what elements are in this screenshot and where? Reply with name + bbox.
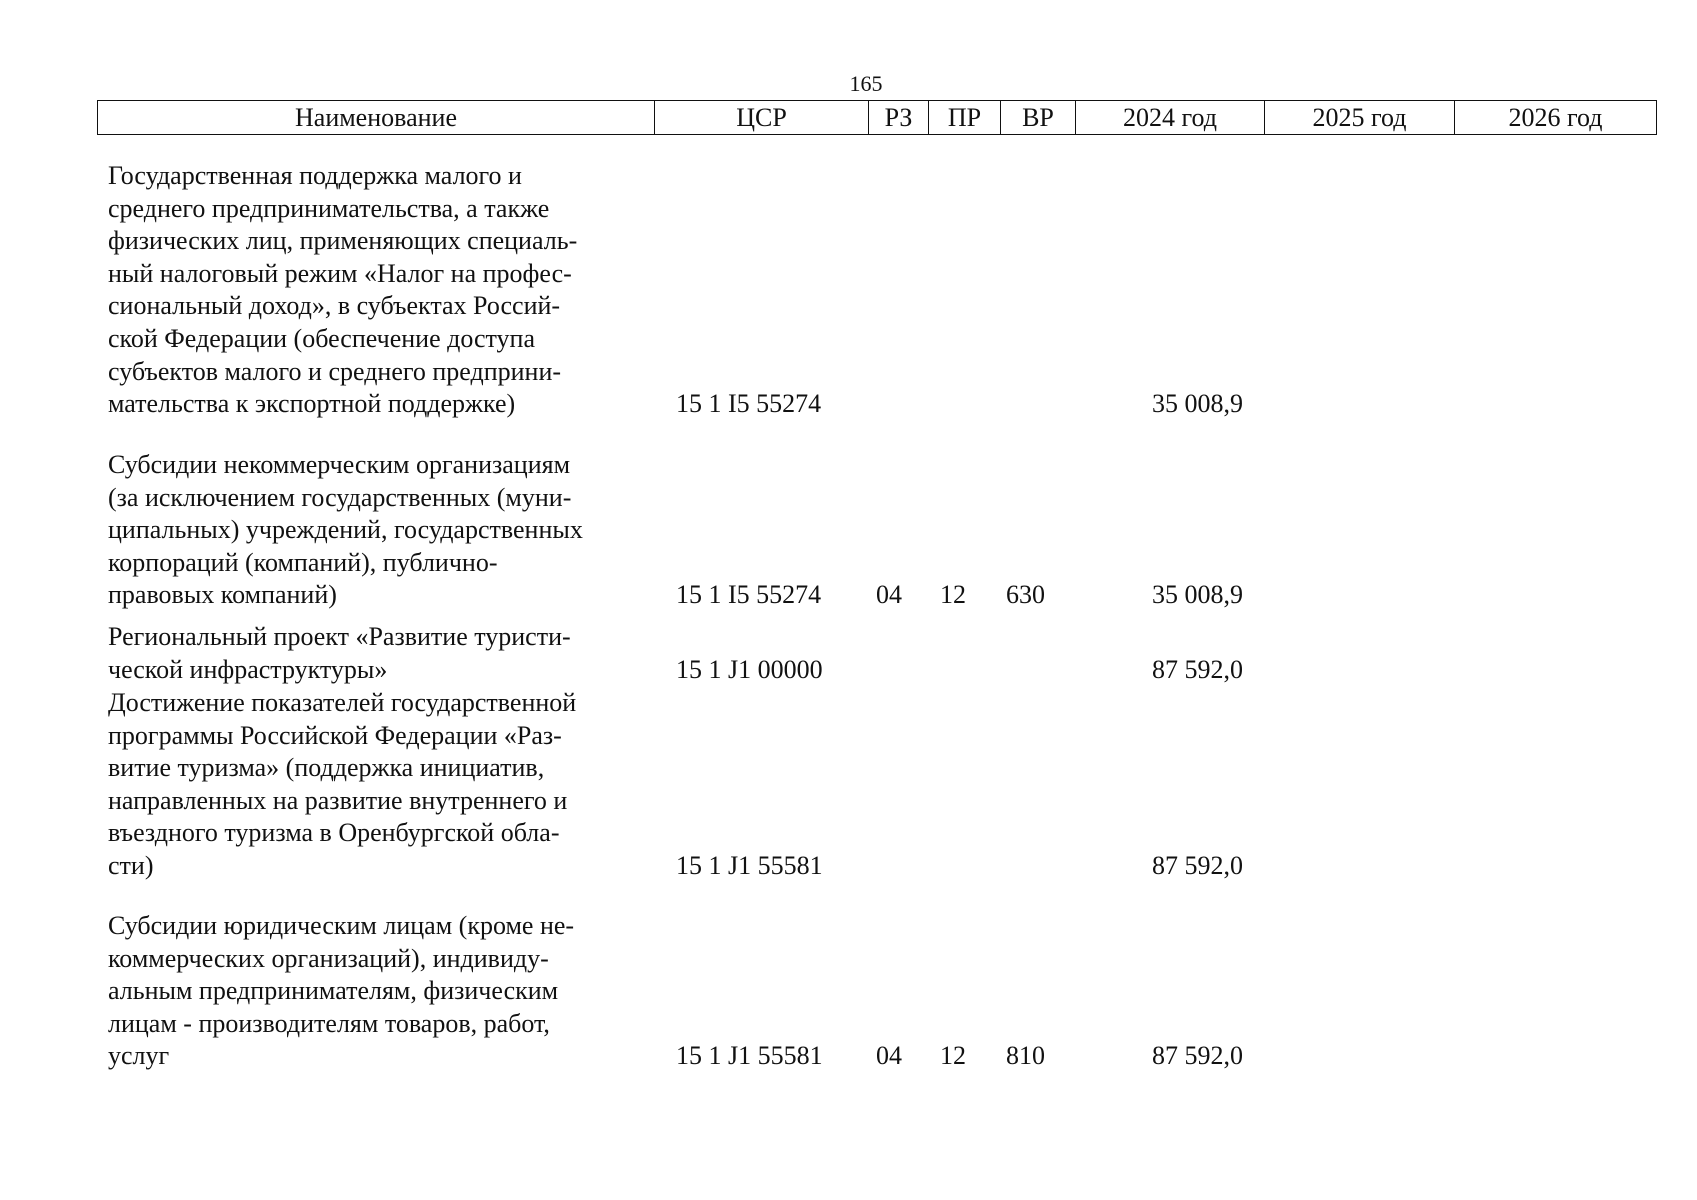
- row-name-line: направленных на развитие внутреннего и: [108, 785, 568, 815]
- row-name-line: сти): [108, 850, 154, 880]
- row-name: [108, 160, 648, 421]
- column-header-vr: ВР: [1001, 101, 1076, 135]
- row-csr: 15 1 J1 00000: [676, 655, 823, 684]
- row-name-line: Субсидии юридическим лицам (кроме не-: [108, 911, 575, 940]
- row-name-line: альным предпринимателям, физическим: [108, 976, 559, 1006]
- row-vr: 810: [1006, 1041, 1045, 1070]
- row-name-line: ципальных) учреждений, государственных: [108, 515, 583, 545]
- row-y2024: 87 592,0: [1152, 851, 1243, 880]
- row-name-line: въездного туризма в Оренбургской обла-: [108, 818, 560, 848]
- row-csr: 15 1 I5 55274: [676, 580, 822, 609]
- row-name-line: сиональный доход», в субъектах Россий-: [108, 291, 561, 321]
- row-name-line: витие туризма» (поддержка инициатив,: [108, 753, 545, 783]
- row-y2024: 35 008,9: [1152, 389, 1243, 418]
- row-name-line: Субсидии некоммерческим организациям: [108, 450, 571, 479]
- row-name-line: ный налоговый режим «Налог на профес-: [108, 258, 572, 288]
- table-header: [97, 100, 1657, 135]
- row-name-line: мательства к экспортной поддержке): [108, 389, 516, 419]
- row-name-line: Региональный проект «Развитие туристи-: [108, 622, 571, 651]
- column-header-name: Наименование: [98, 101, 655, 135]
- row-name-line: программы Российской Федерации «Раз-: [108, 720, 562, 750]
- row-name-line: физических лиц, применяющих специаль-: [108, 226, 578, 256]
- row-name-line: услуг: [108, 1041, 170, 1071]
- row-vr: 630: [1006, 580, 1045, 609]
- row-csr: 15 1 J1 55581: [676, 1041, 823, 1070]
- row-csr: 15 1 I5 55274: [676, 389, 822, 418]
- row-name-line: Государственная поддержка малого и: [108, 161, 522, 190]
- row-rz: 04: [876, 1041, 902, 1070]
- row-name-line: среднего предпринимательства, а также: [108, 193, 550, 223]
- row-name-line: ческой инфраструктуры»: [108, 654, 388, 684]
- row-name-line: ской Федерации (обеспечение доступа: [108, 323, 536, 353]
- column-header-2026: 2026 год: [1455, 101, 1657, 135]
- column-header-pr: ПР: [929, 101, 1001, 135]
- row-y2024: 35 008,9: [1152, 580, 1243, 609]
- row-name-line: коммерческих организаций), индивиду-: [108, 943, 549, 973]
- row-name-line: (за исключением государственных (муни-: [108, 482, 572, 512]
- row-name-line: субъектов малого и среднего предприни-: [108, 356, 562, 386]
- row-y2024: 87 592,0: [1152, 1041, 1243, 1070]
- row-name-line: правовых компаний): [108, 580, 337, 610]
- column-header-2024: 2024 год: [1076, 101, 1265, 135]
- row-name-line: лицам - производителям товаров, работ,: [108, 1008, 550, 1038]
- row-y2024: 87 592,0: [1152, 655, 1243, 684]
- row-name-line: Достижение показателей государственной: [108, 688, 577, 717]
- row-name-line: корпораций (компаний), публично-: [108, 547, 498, 577]
- row-name: [108, 910, 648, 1073]
- row-name: [108, 621, 648, 686]
- row-pr: 12: [940, 1041, 966, 1070]
- column-header-2025: 2025 год: [1265, 101, 1455, 135]
- row-pr: 12: [940, 580, 966, 609]
- row-name: [108, 687, 648, 883]
- row-csr: 15 1 J1 55581: [676, 851, 823, 880]
- column-header-csr: ЦСР: [655, 101, 869, 135]
- column-header-rz: РЗ: [869, 101, 929, 135]
- row-rz: 04: [876, 580, 902, 609]
- row-name: [108, 449, 648, 612]
